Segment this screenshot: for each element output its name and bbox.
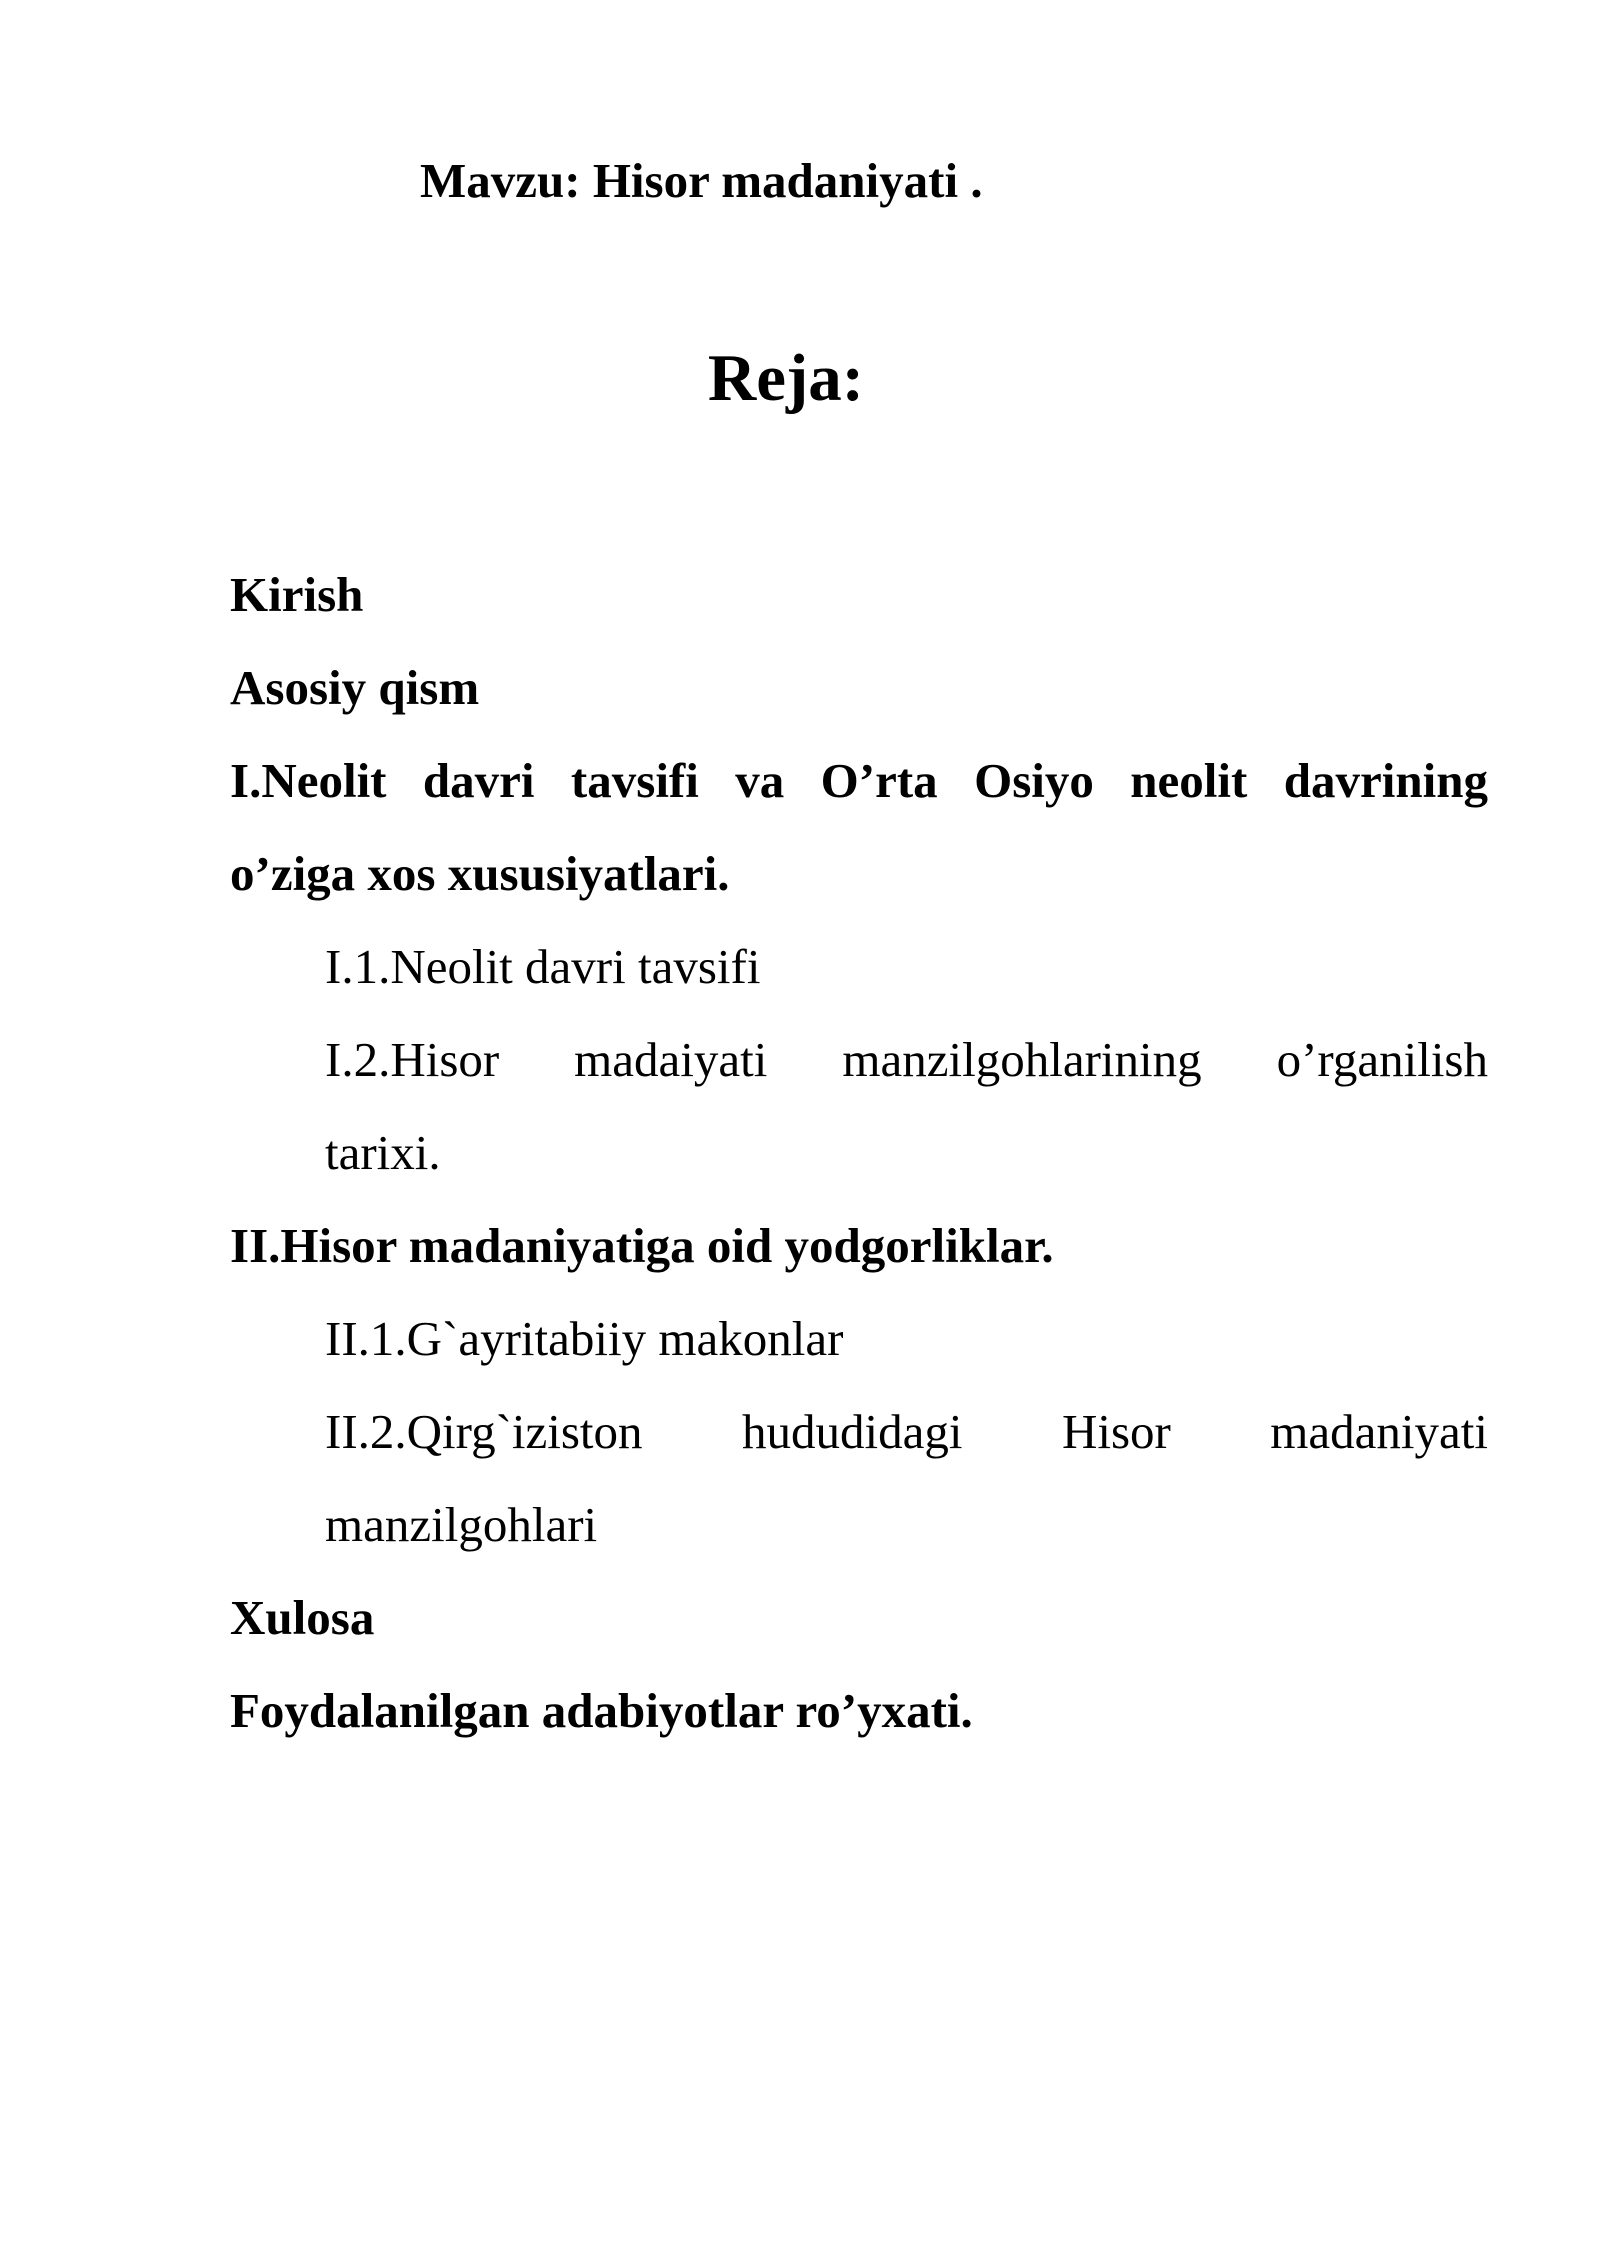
plan-subitem-1-1: I.1.Neolit davri tavsifi xyxy=(325,939,761,994)
plan-item-main-part: Asosiy qism xyxy=(230,660,480,715)
plan-subitem-2-2-line-1: II.2.Qirg`iziston hududidagi Hisor madaniyati xyxy=(325,1404,1488,1459)
plan-item-section-1-line-2: o’ziga xos xususiyatlari. xyxy=(230,846,730,901)
plan-item-section-1-line-1: I.Neolit davri tavsifi va O’rta Osiyo neolit davrining xyxy=(230,753,1488,808)
plan-item-section-2: II.Hisor madaniyatiga oid yodgorliklar. xyxy=(230,1218,1054,1273)
plan-item-intro: Kirish xyxy=(230,567,364,622)
plan-item-conclusion: Xulosa xyxy=(230,1590,375,1645)
plan-subitem-2-1: II.1.G`ayritabiiy makonlar xyxy=(325,1311,844,1366)
plan-list xyxy=(230,548,1488,1757)
plan-subitem-1-2-line-1: I.2.Hisor madaiyati manzilgohlarining o’rganilish xyxy=(325,1032,1488,1087)
plan-subitem-2-2-line-2: manzilgohlari xyxy=(325,1497,598,1552)
plan-subitem-1-2-line-2: tarixi. xyxy=(325,1125,441,1180)
topic-title: Mavzu: Hisor madaniyati . xyxy=(420,153,983,208)
plan-heading: Reja: xyxy=(707,341,865,415)
plan-item-references: Foydalanilgan adabiyotlar ro’yxati. xyxy=(230,1683,973,1738)
